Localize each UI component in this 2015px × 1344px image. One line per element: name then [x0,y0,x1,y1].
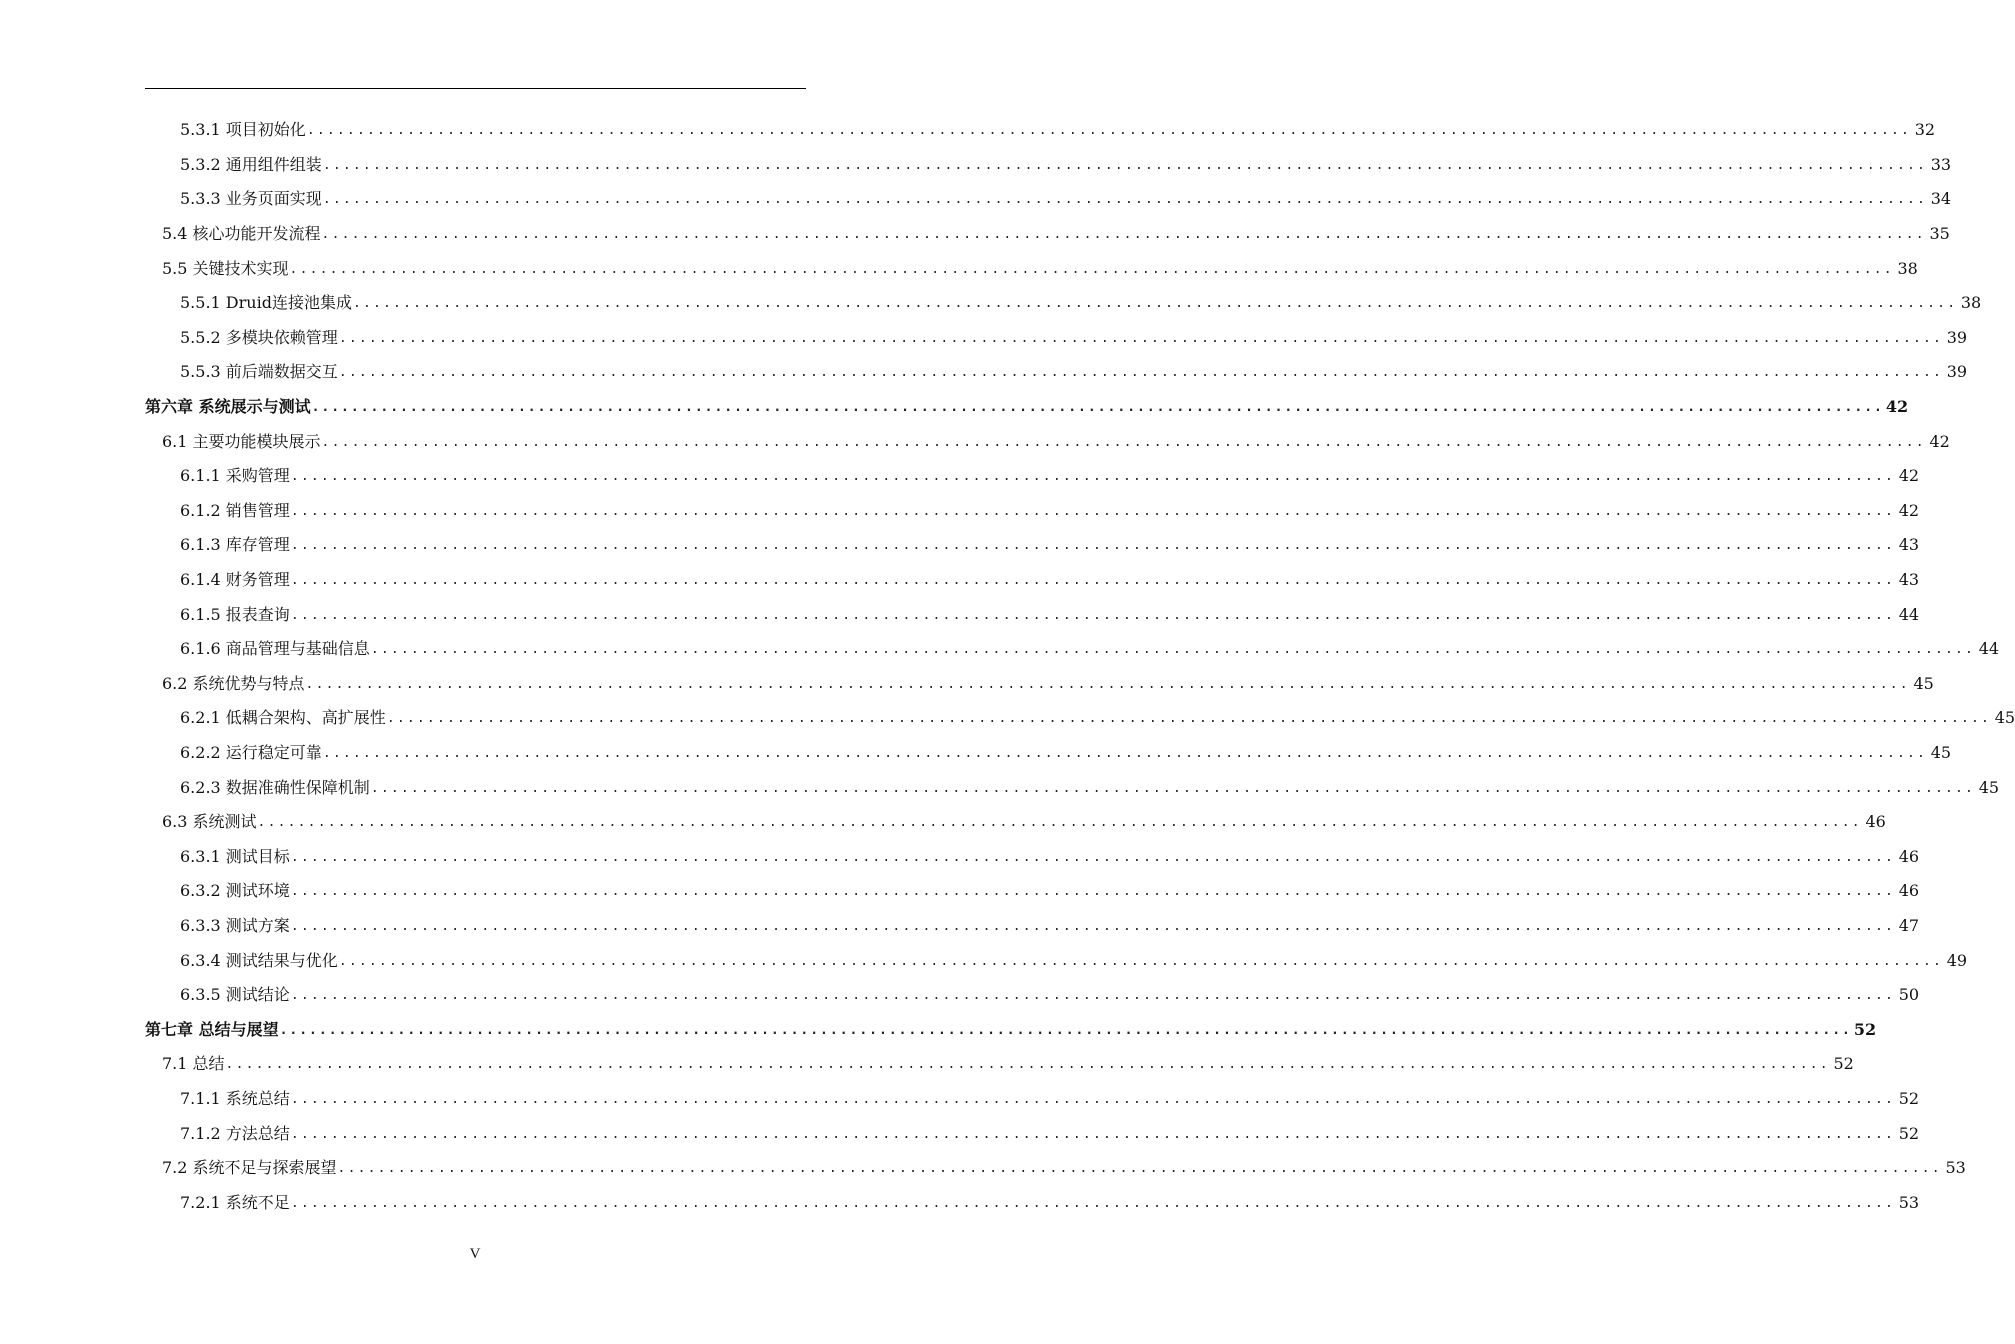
toc-entry-page: 52 [1853,1019,1877,1039]
toc-entry-page: 32 [1914,120,1936,140]
toc-entry-page: 45 [1978,777,2000,797]
toc-entry-page: 44 [1898,604,1920,624]
toc-entry[interactable] [145,1082,1920,1117]
toc-dot-leader: ................................................................................................................................................................ [370,780,1976,796]
toc-entry-page: 45 [1930,742,1952,762]
toc-dot-leader: ................................................................................................................................................................ [290,918,1896,934]
toc-entry[interactable] [145,113,1936,148]
toc-dot-leader: ................................................................................................................................................................ [290,469,1896,485]
toc-entry[interactable] [145,182,1952,217]
toc-entry[interactable] [145,632,2000,667]
toc-entry-page: 46 [1898,881,1920,901]
toc-entry-page: 42 [1929,431,1950,451]
toc-entry[interactable] [145,597,1920,632]
toc-entry-page: 53 [1945,1158,1966,1178]
toc-entry[interactable] [145,459,1920,494]
toc-entry[interactable] [145,563,1920,598]
toc-dot-leader: ................................................................................................................................................................ [338,365,1944,381]
toc-entry-page: 52 [1898,1088,1920,1108]
toc-entry-page: 43 [1898,570,1920,590]
toc-entry-page: 38 [1897,258,1918,278]
toc-entry-title: 6.1.1 采购管理 [180,466,290,486]
toc-dot-leader: ................................................................................................................................................................ [290,538,1896,554]
toc-entry[interactable] [145,528,1920,563]
toc-entry[interactable] [145,1047,1854,1082]
toc-entry-page: 45 [1994,708,2015,728]
toc-dot-leader: ................................................................................................................................................................ [290,503,1896,519]
toc-entry-title: 第六章 系统展示与测试 [145,397,311,417]
toc-entry-title: 5.3.2 通用组件组装 [180,154,322,174]
toc-entry-page: 49 [1946,950,1968,970]
toc-entry-title: 7.1 总结 [162,1054,225,1074]
toc-entry[interactable] [145,701,2015,736]
toc-dot-leader: ................................................................................................................................................................ [338,953,1944,969]
toc-entry-title: 6.1.5 报表查询 [180,604,290,624]
toc-entry[interactable] [145,1185,1920,1220]
toc-entry-title: 6.3 系统测试 [162,812,257,832]
toc-entry-page: 42 [1885,397,1909,417]
toc-entry-title: 6.1.2 销售管理 [180,500,290,520]
toc-dot-leader: ................................................................................................................................................................ [322,157,1928,173]
toc-dot-leader: ................................................................................................................................................................ [321,434,1926,450]
toc-entry-title: 7.1.2 方法总结 [180,1123,290,1143]
toc-entry[interactable] [145,217,1950,252]
toc-entry-title: 6.3.3 测试方案 [180,915,290,935]
toc-entry-page: 39 [1946,362,1968,382]
toc-entry[interactable] [145,321,1968,356]
toc-dot-leader: ................................................................................................................................................................ [306,123,1912,139]
toc-entry-page: 42 [1898,466,1920,486]
toc-entry-title: 6.2.2 运行稳定可靠 [180,742,322,762]
toc-entry[interactable] [145,839,1920,874]
toc-entry-title: 6.3.5 测试结论 [180,985,290,1005]
toc-entry-title: 6.2 系统优势与特点 [162,673,305,693]
toc-entry[interactable] [145,1012,1877,1047]
toc-entry-title: 6.1.6 商品管理与基础信息 [180,639,370,659]
toc-entry-page: 52 [1898,1123,1920,1143]
toc-entry-title: 6.3.2 测试环境 [180,881,290,901]
toc-entry-page: 38 [1960,293,1982,313]
toc-entry[interactable] [145,355,1968,390]
toc-dot-leader: ................................................................................................................................................................ [290,988,1896,1004]
toc-entry-title: 6.1 主要功能模块展示 [162,431,321,451]
toc-entry-page: 50 [1898,985,1920,1005]
toc-entry-title: 7.1.1 系统总结 [180,1088,290,1108]
toc-dot-leader: ................................................................................................................................................................ [311,400,1884,416]
toc-dot-leader: ................................................................................................................................................................ [257,815,1862,831]
toc-dot-leader: ................................................................................................................................................................ [322,745,1928,761]
toc-entry-title: 6.3.4 测试结果与优化 [180,950,338,970]
toc-dot-leader: ................................................................................................................................................................ [225,1057,1830,1073]
toc-entry-page: 35 [1929,224,1950,244]
toc-dot-leader: ................................................................................................................................................................ [290,849,1896,865]
toc-entry-title: 5.3.1 项目初始化 [180,120,306,140]
toc-entry[interactable] [145,736,1952,771]
toc-dot-leader: ................................................................................................................................................................ [321,227,1926,243]
toc-dot-leader: ................................................................................................................................................................ [305,676,1910,692]
toc-entry-title: 5.5.2 多模块依赖管理 [180,327,338,347]
toc-entry-title: 5.5.3 前后端数据交互 [180,362,338,382]
toc-entry[interactable] [145,286,1982,321]
toc-entry-page: 34 [1930,189,1952,209]
toc-entry-title: 6.2.3 数据准确性保障机制 [180,777,370,797]
toc-entry-page: 43 [1898,535,1920,555]
toc-entry-title: 6.1.3 库存管理 [180,535,290,555]
toc-entry-title: 7.2.1 系统不足 [180,1192,290,1212]
toc-entry[interactable] [145,390,1909,425]
toc-entry[interactable] [145,667,1934,702]
toc-entry[interactable] [145,943,1968,978]
toc-entry-page: 39 [1946,327,1968,347]
toc-entry-title: 7.2 系统不足与探索展望 [162,1158,337,1178]
toc-entry-title: 第七章 总结与展望 [145,1019,279,1039]
table-of-contents [145,113,2015,1220]
toc-entry[interactable] [145,770,2000,805]
toc-entry-page: 46 [1898,846,1920,866]
toc-entry-page: 52 [1833,1054,1854,1074]
toc-entry[interactable] [145,874,1920,909]
page-number: V [469,1246,481,1262]
toc-dot-leader: ................................................................................................................................................................ [290,884,1896,900]
toc-entry-page: 46 [1865,812,1886,832]
toc-dot-leader: ................................................................................................................................................................ [290,1195,1896,1211]
toc-dot-leader: ................................................................................................................................................................ [337,1161,1942,1177]
header-rule [145,88,806,89]
toc-dot-leader: ................................................................................................................................................................ [290,607,1896,623]
toc-entry-page: 33 [1930,154,1952,174]
toc-entry[interactable] [145,424,1950,459]
toc-entry[interactable] [145,909,1920,944]
toc-entry[interactable] [145,978,1920,1013]
toc-dot-leader: ................................................................................................................................................................ [370,642,1976,658]
toc-entry-page: 47 [1898,915,1920,935]
toc-entry[interactable] [145,805,1886,840]
toc-entry-page: 53 [1898,1192,1920,1212]
toc-dot-leader: ................................................................................................................................................................ [290,1126,1896,1142]
toc-entry-title: 5.5.1 Druid连接池集成 [180,293,352,313]
toc-entry[interactable] [145,494,1920,529]
toc-entry-page: 45 [1913,673,1934,693]
toc-entry-page: 44 [1978,639,2000,659]
toc-dot-leader: ................................................................................................................................................................ [289,261,1894,277]
toc-entry-title: 6.3.1 测试目标 [180,846,290,866]
toc-entry-title: 5.3.3 业务页面实现 [180,189,322,209]
toc-dot-leader: ................................................................................................................................................................ [290,1091,1896,1107]
toc-entry[interactable] [145,148,1952,183]
toc-dot-leader: ................................................................................................................................................................ [322,192,1928,208]
toc-entry[interactable] [145,1116,1920,1151]
toc-entry-title: 6.2.1 低耦合架构、高扩展性 [180,708,386,728]
toc-dot-leader: ................................................................................................................................................................ [352,296,1958,312]
toc-dot-leader: ................................................................................................................................................................ [279,1022,1852,1038]
toc-entry-title: 5.5 关键技术实现 [162,258,289,278]
toc-entry[interactable] [145,251,1918,286]
toc-entry-title: 5.4 核心功能开发流程 [162,224,321,244]
toc-entry-title: 6.1.4 财务管理 [180,570,290,590]
toc-entry-page: 42 [1898,500,1920,520]
toc-dot-leader: ................................................................................................................................................................ [290,573,1896,589]
toc-entry[interactable] [145,1151,1966,1186]
toc-dot-leader: ................................................................................................................................................................ [386,711,1992,727]
toc-dot-leader: ................................................................................................................................................................ [338,330,1944,346]
